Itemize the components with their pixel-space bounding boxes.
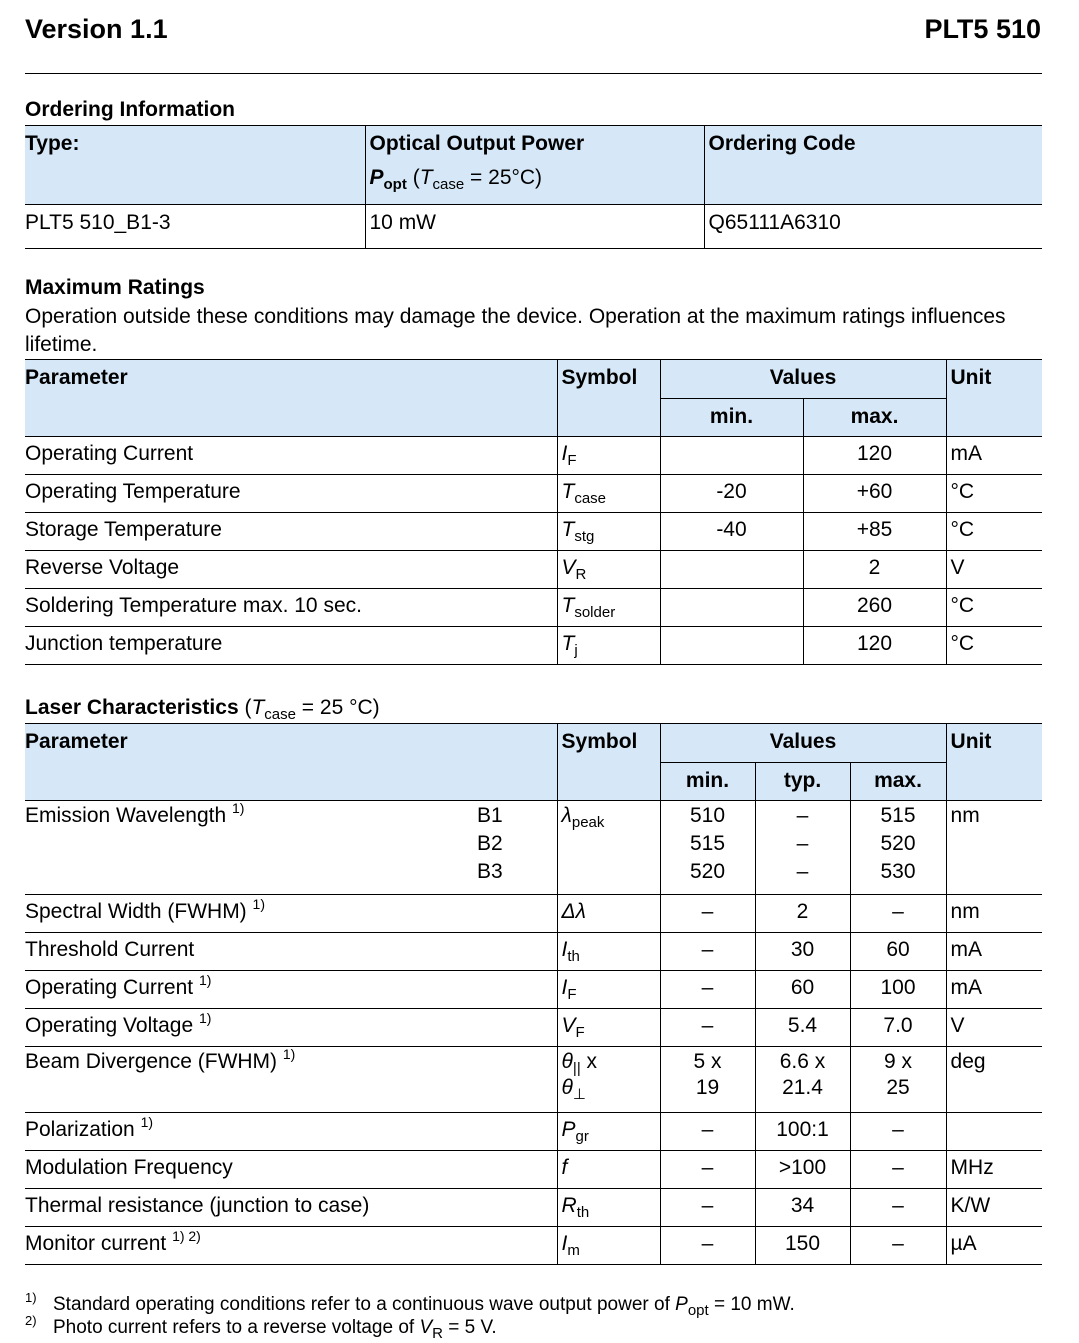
lc-max: 7.0 [850,1009,946,1047]
lc-symbol: f [557,1151,660,1189]
lc-typ: 2 [755,895,850,933]
lc-min: – [660,1151,755,1189]
mr-max: 120 [803,437,946,475]
lc-min: – [660,1113,755,1151]
mr-col-parameter: Parameter [25,360,557,437]
table-row [25,895,1042,933]
lc-unit: mA [946,971,1042,1009]
lc-col-typ: typ. [755,763,850,801]
table-row [25,1009,1042,1047]
lc-symbol: Δλ [557,895,660,933]
mr-symbol: $T_{case}$ [557,475,660,513]
lc-max: 60 [850,933,946,971]
mr-unit: °C [946,475,1042,513]
lc-parameter: Emission Wavelength $^{1)}$ [25,800,245,827]
lc-parameter: Polarization $^{1)}$ [25,1114,154,1141]
lc-parameter: Threshold Current [25,938,195,961]
lc-typ: 30 [755,933,850,971]
lc-min: – [660,1227,755,1265]
lc-min: 510 515 520 [660,801,755,895]
lc-typ: 150 [755,1227,850,1265]
laser-title: Laser Characteristics ($T_{case} = 25$ °C) [25,696,380,723]
lc-parameter: Operating Voltage $^{1)}$ [25,1010,212,1037]
lc-parameter: Beam Divergence (FWHM) $^{1)}$ [25,1046,296,1073]
lc-symbol: $I_{th}$ [557,933,660,971]
mr-min [660,627,803,665]
mr-min [660,551,803,589]
mr-col-unit: Unit [946,360,1042,437]
max-ratings-description: Operation outside these conditions may damage the device. Operation at the maximum ratings influences lifetime. [25,305,1006,356]
lc-bins: B1 B2 B3 [477,804,503,883]
table-row [25,971,1042,1009]
lc-typ: 60 [755,971,850,1009]
table-row [25,1151,1042,1189]
lc-min: – [660,1009,755,1047]
lc-typ: – – – [755,801,850,895]
mr-min [660,437,803,475]
lc-typ: 100:1 [755,1113,850,1151]
lc-unit: deg [946,1047,1042,1113]
lc-max: – [850,1189,946,1227]
mr-symbol: $I_F$ [557,437,660,475]
ordering-col-code: Ordering Code [704,126,1042,205]
mr-min: -40 [660,513,803,551]
lc-max: – [850,1151,946,1189]
ordering-code: Q65111A6310 [704,205,1042,249]
table-row [25,801,1042,895]
ordering-type: PLT5 510_B1-3 [25,211,171,234]
lc-col-values: Values [660,724,946,763]
version-label: Version 1.1 [25,14,168,44]
mr-col-symbol: Symbol [557,360,660,437]
mr-unit: °C [946,627,1042,665]
lc-parameter: Thermal resistance (junction to case) [25,1194,370,1217]
table-row [25,437,1042,475]
ordering-col-type: Type: [25,126,365,205]
lc-parameter: Operating Current $^{1)}$ [25,972,212,999]
lc-min: – [660,933,755,971]
mr-col-values: Values [660,360,946,399]
mr-max: +60 [803,475,946,513]
lc-unit: K/W [946,1189,1042,1227]
lc-max: 100 [850,971,946,1009]
ordering-table [25,125,1042,249]
mr-unit: V [946,551,1042,589]
table-row [25,513,1042,551]
mr-unit: °C [946,513,1042,551]
lc-col-unit: Unit [946,724,1042,801]
lc-unit: MHz [946,1151,1042,1189]
header-divider [25,73,1042,74]
mr-parameter: Storage Temperature [25,518,222,541]
lc-symbol: $\lambda_{peak}$ [557,801,660,895]
lc-col-parameter: Parameter [25,724,557,801]
mr-parameter: Operating Temperature [25,480,241,503]
ordering-title: Ordering Information [25,98,235,121]
table-row [25,1227,1042,1265]
mr-col-max: max. [803,399,946,437]
table-row [25,1189,1042,1227]
mr-max: 260 [803,589,946,627]
lc-unit [946,1113,1042,1151]
ordering-power: 10 mW [365,205,704,249]
max-ratings-title: Maximum Ratings [25,276,205,299]
mr-parameter: Junction temperature [25,632,223,655]
lc-max: 515 520 530 [850,801,946,895]
lc-min: – [660,895,755,933]
lc-min: – [660,971,755,1009]
lc-unit: mA [946,933,1042,971]
table-row [25,475,1042,513]
lc-typ: 6.6 x 21.4 [755,1047,850,1113]
lc-unit: µA [946,1227,1042,1265]
mr-symbol: $V_R$ [557,551,660,589]
lc-max: – [850,895,946,933]
lc-parameter: Modulation Frequency [25,1156,233,1179]
table-row [25,551,1042,589]
lc-parameter: Spectral Width (FWHM) $^{1)}$ [25,896,265,923]
lc-min: 5 x 19 [660,1047,755,1113]
lc-max: – [850,1113,946,1151]
table-row [25,933,1042,971]
mr-max: 120 [803,627,946,665]
mr-parameter: Reverse Voltage [25,556,180,579]
mr-symbol: $T_j$ [557,627,660,665]
product-name: PLT5 510 [924,14,1041,44]
table-row [25,205,1042,249]
lc-symbol: $V_F$ [557,1009,660,1047]
lc-typ: >100 [755,1151,850,1189]
lc-symbol: $P_{gr}$ [557,1113,660,1151]
lc-symbol: $I_F$ [557,971,660,1009]
table-row [25,1047,1042,1113]
lc-unit: V [946,1009,1042,1047]
mr-max: 2 [803,551,946,589]
mr-parameter: Soldering Temperature max. 10 sec. [25,594,362,617]
lc-col-symbol: Symbol [557,724,660,801]
mr-unit: °C [946,589,1042,627]
mr-symbol: $T_{stg}$ [557,513,660,551]
mr-parameter: Operating Current [25,442,194,465]
table-row [25,589,1042,627]
lc-min: – [660,1189,755,1227]
lc-typ: 5.4 [755,1009,850,1047]
lc-parameter: Monitor current $^{1) 2)}$ [25,1228,201,1255]
table-row [25,627,1042,665]
lc-max: 9 x 25 [850,1047,946,1113]
mr-max: +85 [803,513,946,551]
mr-col-min: min. [660,399,803,437]
mr-min [660,589,803,627]
ordering-col-power: Optical Output Power $P_{opt}$ $(T_{case} = 25^\circ C)$ [365,126,704,205]
lc-col-min: min. [660,763,755,801]
max-ratings-table [25,359,1042,665]
lc-unit: nm [946,801,1042,895]
mr-unit: mA [946,437,1042,475]
mr-min: -20 [660,475,803,513]
laser-table [25,723,1042,1265]
lc-symbol: $\theta_{||}$ x $\theta_\perp$ [557,1047,660,1113]
mr-symbol: $T_{solder}$ [557,589,660,627]
lc-symbol: $R_{th}$ [557,1189,660,1227]
lc-col-max: max. [850,763,946,801]
lc-max: – [850,1227,946,1265]
lc-typ: 34 [755,1189,850,1227]
lc-symbol: $I_m$ [557,1227,660,1265]
lc-unit: nm [946,895,1042,933]
table-row [25,1113,1042,1151]
